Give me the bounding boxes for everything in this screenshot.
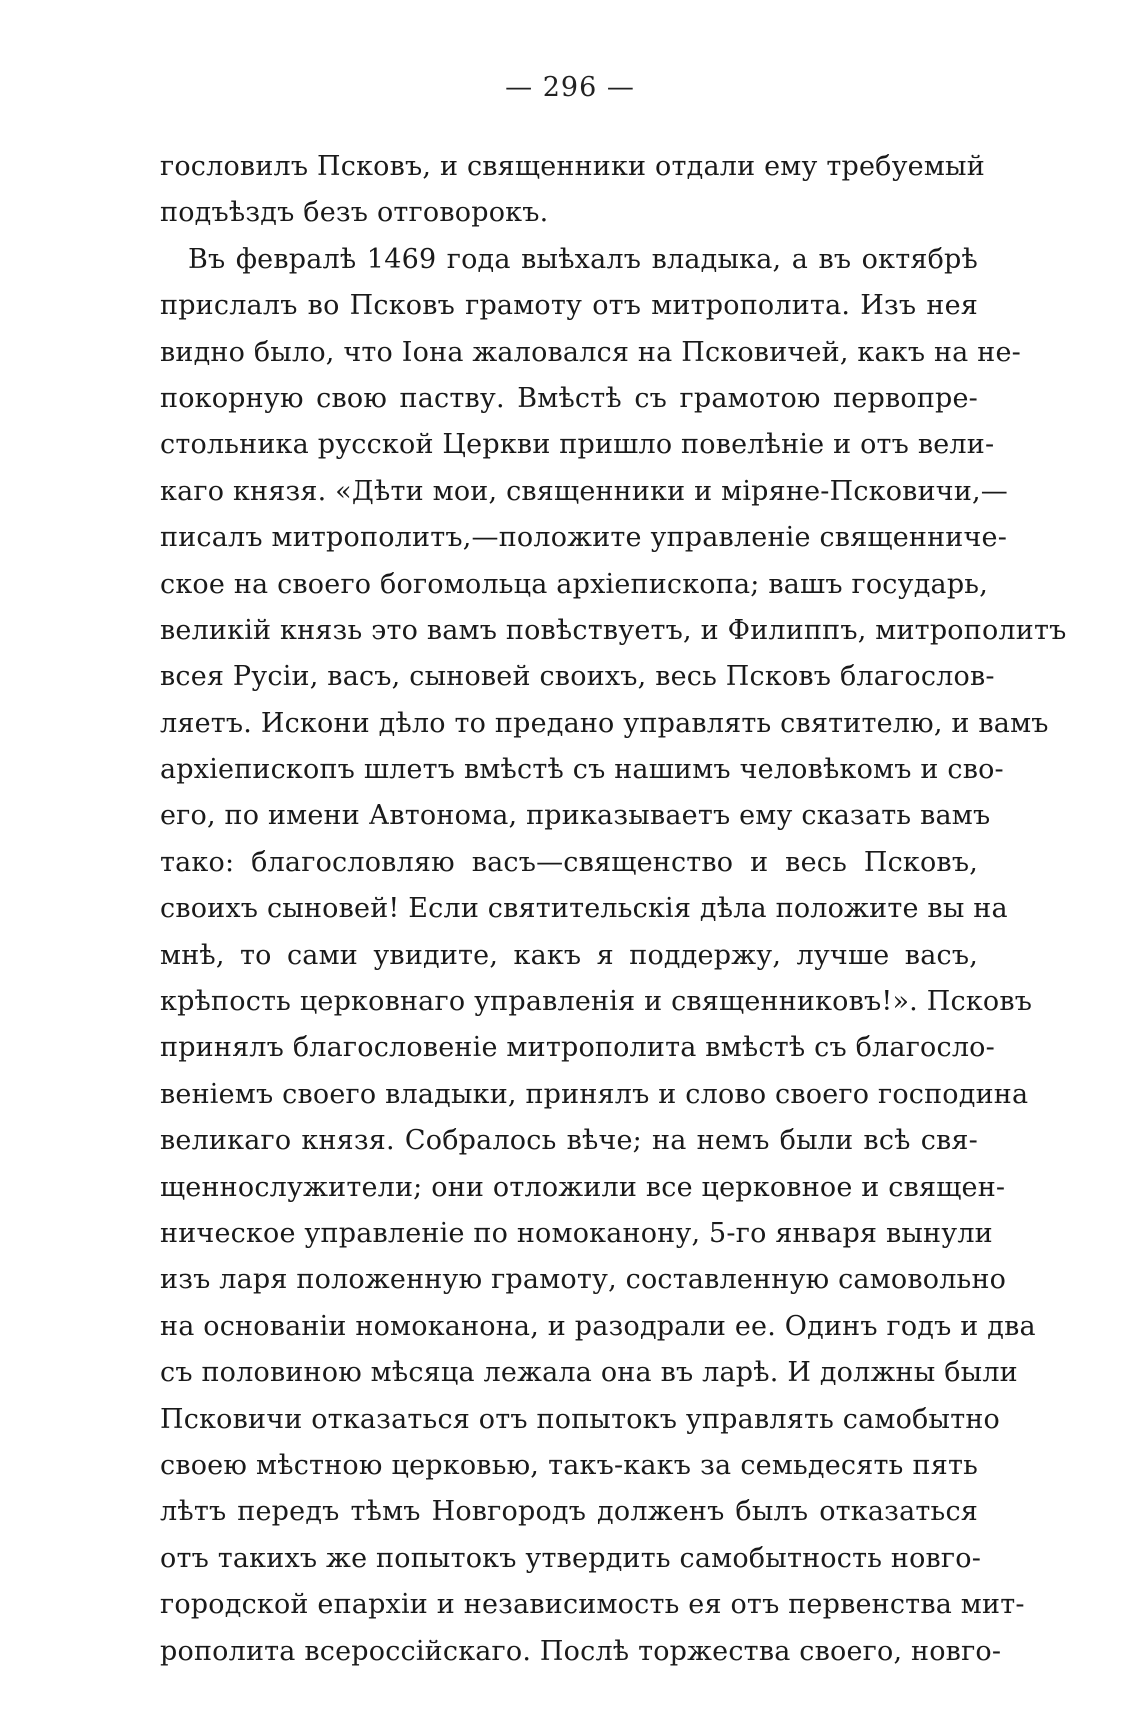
text-line: мнѣ, то сами увидите, какъ я поддержу, лучше васъ, (160, 939, 978, 971)
text-line: отъ такихъ же попытокъ утвердить самобытность новго- (160, 1542, 982, 1574)
text-line: городской епархіи и независимость ея отъ первенства мит- (160, 1589, 1025, 1621)
text-line: прислалъ во Псковъ грамоту отъ митрополита. Изъ нея (160, 290, 978, 322)
text-line: лѣтъ передъ тѣмъ Новгородъ долженъ былъ отказаться (160, 1496, 978, 1528)
text-line: стольника русской Церкви пришло повелѣніе и отъ вели- (160, 429, 995, 461)
text-line: архіепископъ шлетъ вмѣстѣ съ нашимъ человѣкомъ и сво- (160, 754, 1004, 786)
text-line: ническое управленіе по номоканону, 5-го января вынули (160, 1217, 993, 1249)
text-line: съ половиною мѣсяца лежала она въ ларѣ. И должны были (160, 1357, 1018, 1389)
text-line: Псковичи отказаться отъ попытокъ управлять самобытно (160, 1403, 1000, 1435)
text-line: покорную свою паству. Вмѣстѣ съ грамотою первопре- (160, 382, 978, 414)
text-line: ское на своего богомольца архіепископа; вашъ государь, (160, 568, 988, 600)
text-line: тако: благословляю васъ—священство и весь Псковъ, (160, 846, 978, 878)
text-line: каго князя. «Дѣти мои, священники и міряне-Псковичи,— (160, 475, 1008, 507)
text-line: веніемъ своего владыки, принялъ и слово своего господина (160, 1078, 1029, 1110)
text-line: писалъ митрополитъ,—положите управленіе священниче- (160, 522, 1008, 554)
text-line: щеннослужители; они отложили все церковное и священ- (160, 1171, 1006, 1203)
text-line: изъ ларя положенную грамоту, составленную самовольно (160, 1264, 1007, 1296)
paragraph-first-line: Въ февралѣ 1469 года выѣхалъ владыка, а въ октябрѣ (188, 243, 978, 275)
text-line: крѣпость церковнаго управленія и священниковъ!». Псковъ (160, 986, 1033, 1018)
text-line: рополита всероссійскаго. Послѣ торжества своего, новго- (160, 1635, 1002, 1667)
text-line: гословилъ Псковъ, и священники отдали ему требуемый (160, 151, 985, 182)
text-line: принялъ благословеніе митрополита вмѣстѣ съ благосло- (160, 1032, 995, 1064)
text-line: великій князь это вамъ повѣствуетъ, и Филиппъ, митрополитъ (160, 614, 1067, 646)
body-text (160, 144, 1067, 1675)
page-number: — 296 — (505, 72, 635, 103)
text-line: своею мѣстною церковью, такъ-какъ за семьдесять пять (160, 1449, 978, 1481)
text-line: на основаніи номоканона, и разодрали ее. Одинъ годъ и два (160, 1310, 1036, 1342)
text-line: великаго князя. Собралось вѣче; на немъ были всѣ свя- (160, 1125, 978, 1157)
text-line: видно было, что Іона жаловался на Псковичей, какъ на не- (160, 336, 1021, 368)
text-line: его, по имени Автонома, приказываетъ ему сказать вамъ (160, 800, 991, 832)
text-line: ляетъ. Искони дѣло то предано управлять святителю, и вамъ (160, 707, 1049, 739)
text-line: подъѣздъ безъ отговорокъ. (160, 197, 549, 229)
text-line: своихъ сыновей! Если святительскія дѣла положите вы на (160, 893, 1008, 925)
text-line: всея Русіи, васъ, сыновей своихъ, весь Псковъ благослов- (160, 661, 995, 693)
